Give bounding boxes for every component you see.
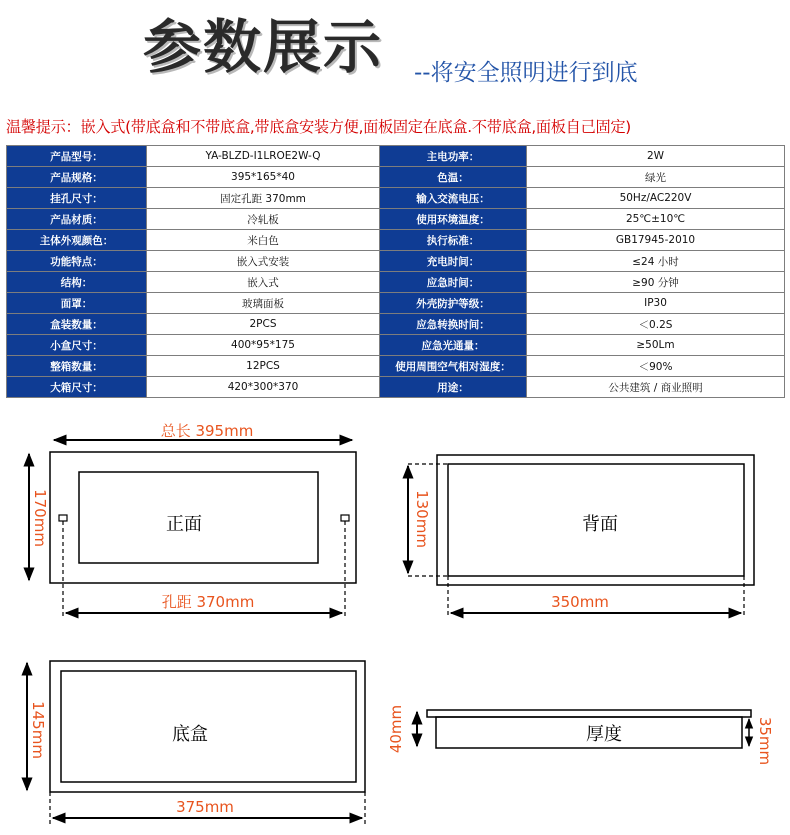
thickness-view <box>387 705 774 765</box>
front-length-label: 总长 395mm <box>160 422 254 440</box>
thickness-label: 厚度 <box>586 724 622 745</box>
spec-row <box>7 251 785 272</box>
spec-value-right: IP30 <box>527 293 785 314</box>
spec-row <box>7 272 785 293</box>
spec-row <box>7 314 785 335</box>
spec-value-left: 玻璃面板 <box>147 293 380 314</box>
spec-value-right: 绿光 <box>527 167 785 188</box>
spec-value-right: GB17945-2010 <box>527 230 785 251</box>
spec-key-left: 小盒尺寸： <box>7 335 147 356</box>
spec-key-right: 应急时间： <box>380 272 527 293</box>
spec-key-right: 应急转换时间： <box>380 314 527 335</box>
spec-key-left: 功能特点： <box>7 251 147 272</box>
spec-key-right: 外壳防护等级： <box>380 293 527 314</box>
spec-row <box>7 356 785 377</box>
back-view <box>408 455 754 618</box>
spec-key-right: 充电时间： <box>380 251 527 272</box>
page-subtitle: --将安全照明进行到底 <box>414 60 638 86</box>
spec-value-left: 400*95*175 <box>147 335 380 356</box>
spec-value-left: 12PCS <box>147 356 380 377</box>
spec-value-right: 25℃±10℃ <box>527 209 785 230</box>
front-hole-left <box>59 515 67 521</box>
spec-value-left: 395*165*40 <box>147 167 380 188</box>
dimension-diagrams <box>0 410 790 835</box>
spec-key-right: 使用环境温度： <box>380 209 527 230</box>
spec-value-left: 嵌入式安装 <box>147 251 380 272</box>
installation-notice: 温馨提示：嵌入式(带底盒和不带底盒,带底盒安装方便,面板固定在底盒.不带底盒,面板自己固定) <box>6 118 631 136</box>
spec-row <box>7 146 785 167</box>
box-width-label: 375mm <box>176 798 234 816</box>
spec-key-right: 输入交流电压： <box>380 188 527 209</box>
spec-row <box>7 188 785 209</box>
back-label: 背面 <box>582 514 618 535</box>
thickness-box-label: 35mm <box>756 716 774 766</box>
spec-value-left: YA-BLZD-I1LROE2W-Q <box>147 146 380 167</box>
front-hole-right <box>341 515 349 521</box>
spec-value-right: ≥50Lm <box>527 335 785 356</box>
spec-row <box>7 167 785 188</box>
spec-value-right: 公共建筑 / 商业照明 <box>527 377 785 398</box>
spec-value-right: ＜90% <box>527 356 785 377</box>
spec-value-left: 2PCS <box>147 314 380 335</box>
spec-value-right: 2W <box>527 146 785 167</box>
back-height-label: 130mm <box>413 490 431 548</box>
spec-row <box>7 293 785 314</box>
spec-key-right: 色温： <box>380 167 527 188</box>
spec-key-left: 产品材质： <box>7 209 147 230</box>
spec-key-left: 主体外观颜色： <box>7 230 147 251</box>
page-title: 参数展示 <box>143 13 384 81</box>
spec-table-body <box>7 146 785 398</box>
spec-key-left: 结构： <box>7 272 147 293</box>
spec-value-left: 嵌入式 <box>147 272 380 293</box>
spec-key-left: 整箱数量： <box>7 356 147 377</box>
spec-key-left: 大箱尺寸： <box>7 377 147 398</box>
spec-value-right: ≥90 分钟 <box>527 272 785 293</box>
spec-value-right: ≤24 小时 <box>527 251 785 272</box>
spec-key-right: 主电功率： <box>380 146 527 167</box>
spec-value-left: 固定孔距 370mm <box>147 188 380 209</box>
spec-key-left: 产品型号： <box>7 146 147 167</box>
spec-value-left: 420*300*370 <box>147 377 380 398</box>
front-hole-label: 孔距 370mm <box>161 593 255 611</box>
thickness-total-label: 40mm <box>387 704 405 754</box>
spec-key-right: 使用周围空气相对湿度： <box>380 356 527 377</box>
back-width-label: 350mm <box>551 593 609 611</box>
box-height-label: 145mm <box>29 701 47 759</box>
box-view <box>27 661 365 825</box>
spec-value-right: ＜0.2S <box>527 314 785 335</box>
spec-row <box>7 209 785 230</box>
front-view <box>29 422 356 618</box>
spec-key-left: 盒装数量： <box>7 314 147 335</box>
spec-value-left: 冷轧板 <box>147 209 380 230</box>
spec-table <box>6 145 785 398</box>
spec-value-left: 米白色 <box>147 230 380 251</box>
spec-row <box>7 335 785 356</box>
front-height-label: 170mm <box>31 489 49 547</box>
spec-key-right: 应急光通量： <box>380 335 527 356</box>
spec-key-left: 挂孔尺寸： <box>7 188 147 209</box>
spec-key-left: 面罩： <box>7 293 147 314</box>
spec-key-right: 用途： <box>380 377 527 398</box>
spec-value-right: 50Hz/AC220V <box>527 188 785 209</box>
front-label: 正面 <box>166 514 202 535</box>
thickness-panel <box>427 710 751 717</box>
box-label: 底盒 <box>172 724 208 745</box>
spec-row <box>7 230 785 251</box>
spec-key-right: 执行标准： <box>380 230 527 251</box>
spec-key-left: 产品规格： <box>7 167 147 188</box>
spec-row <box>7 377 785 398</box>
box-inner-frame <box>61 671 356 782</box>
